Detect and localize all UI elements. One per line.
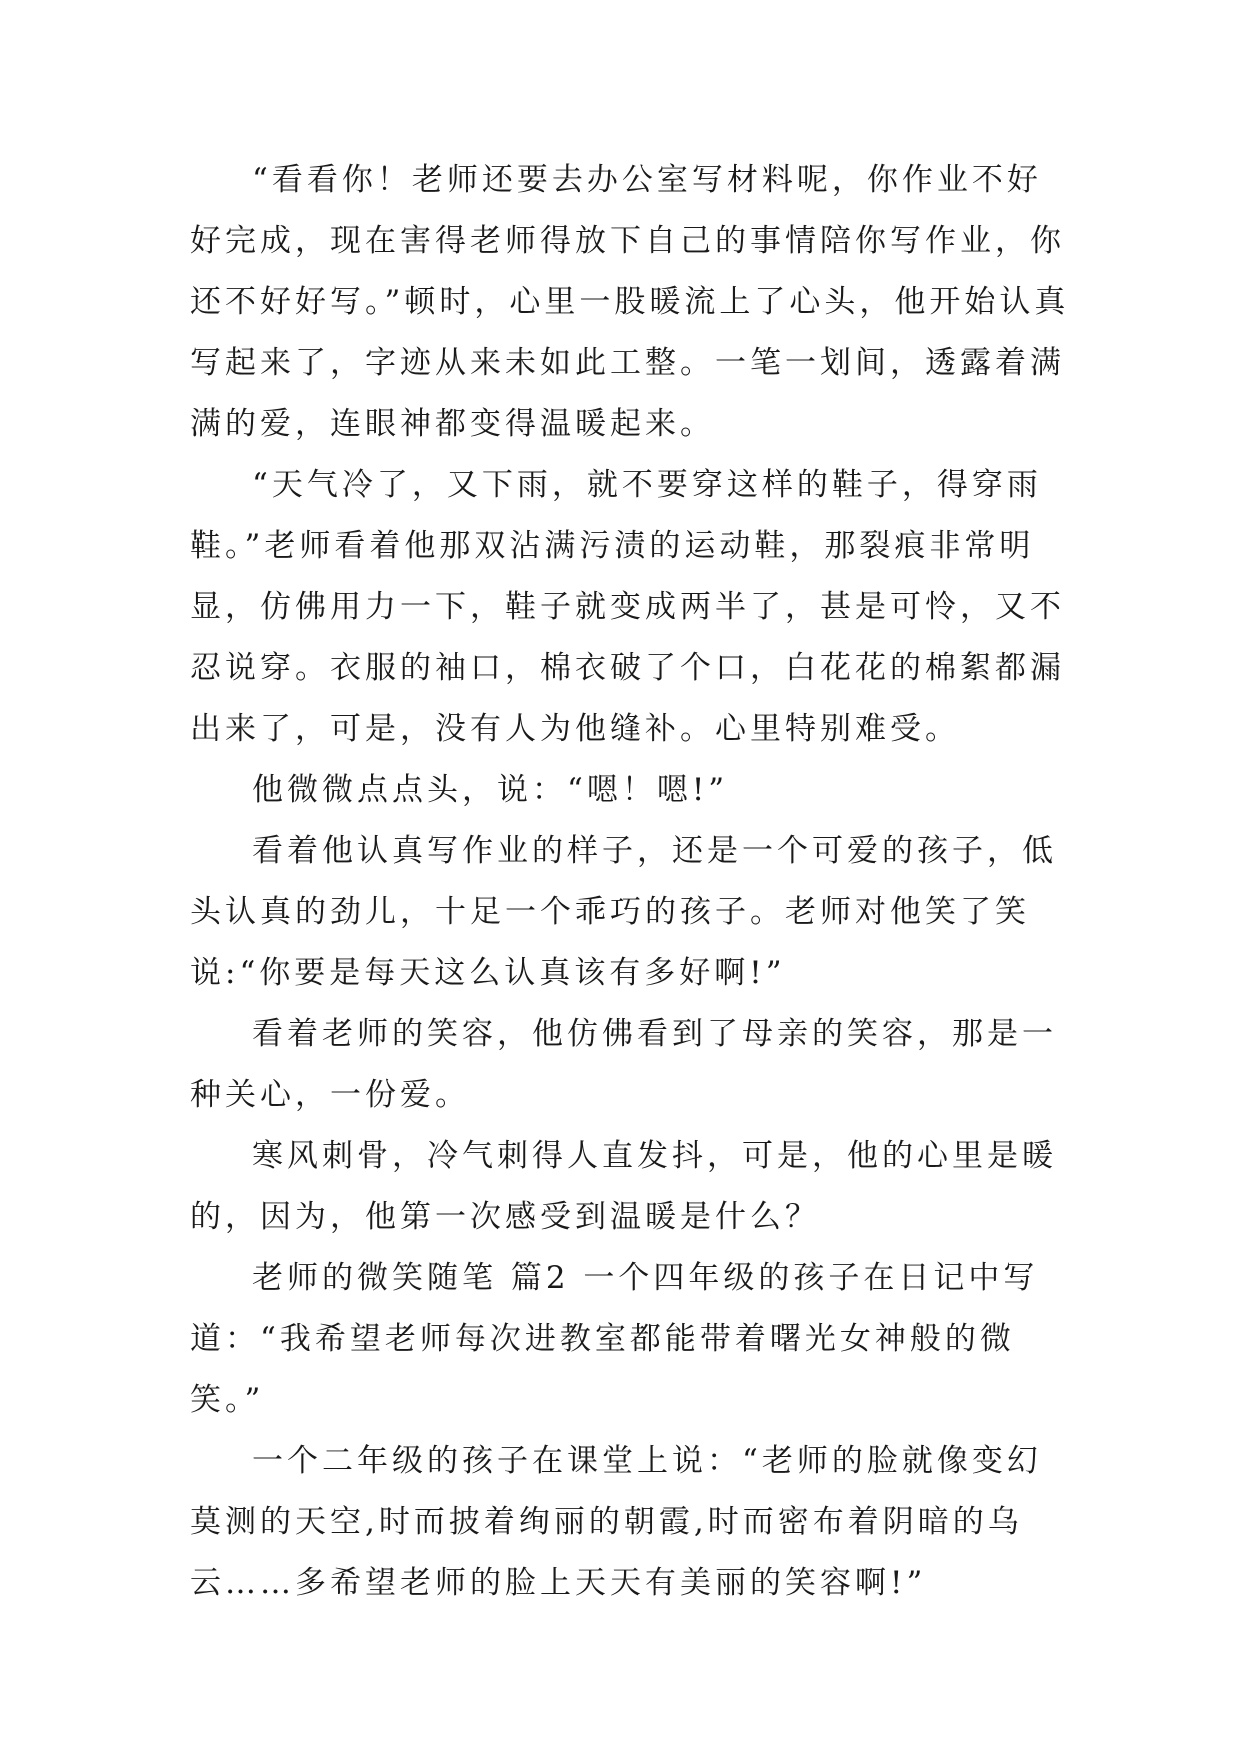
paragraph: 他微微点点头，说：“嗯！嗯!” [252,772,729,808]
paragraph: “看看你！老师还要去办公室写材料呢，你作业不好好完成，现在害得老师得放下自己的事情陪你写作业，你还不好好写。”顿时，心里一股暖流上了心头，他开始认真写起来了，字迹从来未如此工整。一笔一划间，透露着满满的爱，连眼神都变得温暖起来。 [190,162,1070,442]
paragraph: 看着他认真写作业的样子，还是一个可爱的孩子，低头认真的劲儿，十足一个乖巧的孩子。老师对他笑了笑说:“你要是每天这么认真该有多好啊!” [190,833,1057,991]
paragraph: 看着老师的笑容，他仿佛看到了母亲的笑容，那是一种关心，一份爱。 [190,1016,1057,1113]
paragraph: 老师的微笑随笔 篇2 一个四年级的孩子在日记中写道：“我希望老师每次进教室都能带着曙光女神般的微笑。” [190,1260,1039,1418]
paragraph: “天气冷了，又下雨，就不要穿这样的鞋子，得穿雨鞋。”老师看着他那双沾满污渍的运动鞋，那裂痕非常明显，仿佛用力一下，鞋子就变成两半了，甚是可怜，又不忍说穿。衣服的袖口，棉衣破了个口，白花花的棉絮都漏出来了，可是，没有人为他缝补。心里特别难受。 [190,467,1065,747]
document-body [190,150,1070,1614]
paragraph: 寒风刺骨，冷气刺得人直发抖，可是，他的心里是暖的，因为，他第一次感受到温暖是什么？ [190,1138,1057,1235]
paragraph: 一个二年级的孩子在课堂上说：“老师的脸就像变幻莫测的天空,时而披着绚丽的朝霞,时而密布着阴暗的乌云……多希望老师的脸上天天有美丽的笑容啊!” [190,1443,1042,1601]
